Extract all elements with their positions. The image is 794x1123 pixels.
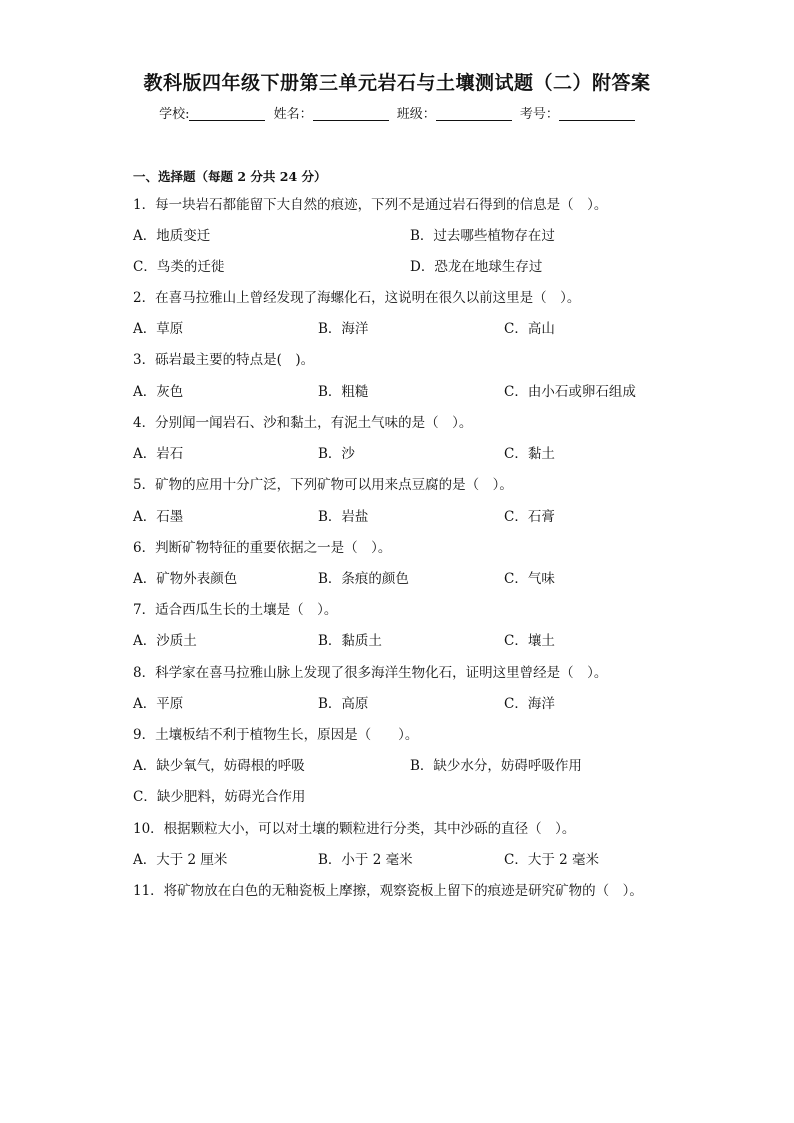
- q4-option-c: C．黏土: [504, 446, 555, 462]
- q5-option-a: A．石墨: [133, 509, 184, 525]
- number-field: [520, 103, 635, 122]
- q6-option-c: C．气味: [504, 571, 555, 587]
- q10-option-c: C．大于 2 毫米: [504, 852, 600, 868]
- q1-option-c: C．鸟类的迁徙: [133, 259, 225, 275]
- school-field: [159, 103, 265, 122]
- q10-option-b: B．小于 2 毫米: [318, 852, 413, 868]
- question-9: 9．土壤板结不利于植物生长，原因是（ ）。: [133, 727, 419, 743]
- question-5: 5．矿物的应用十分广泛，下列矿物可以用来点豆腐的是（ ）。: [133, 477, 513, 493]
- question-11: 11．将矿物放在白色的无釉瓷板上摩擦，观察瓷板上留下的痕迹是研究矿物的（ ）。: [133, 883, 643, 899]
- school-label: 学校:: [159, 107, 190, 122]
- q1-option-a: A．地质变迁: [133, 228, 211, 244]
- q6-option-b: B．条痕的颜色: [318, 571, 409, 587]
- question-10: 10．根据颗粒大小，可以对土壤的颗粒进行分类，其中沙砾的直径（ ）。: [133, 821, 576, 837]
- question-4: 4．分别闻一闻岩石、沙和黏土，有泥土气味的是（ ）。: [133, 415, 473, 431]
- q9-option-a: A．缺少氧气，妨碍根的呼吸: [133, 758, 305, 774]
- q7-option-a: A．沙质土: [133, 633, 197, 649]
- question-2: 2．在喜马拉雅山上曾经发现了海螺化石，这说明在很久以前这里是（ ）。: [133, 290, 581, 306]
- q5-option-c: C．石膏: [504, 509, 555, 525]
- q8-option-b: B．高原: [318, 696, 369, 712]
- name-field: [274, 103, 389, 122]
- question-1: 1．每一块岩石都能留下大自然的痕迹，下列不是通过岩石得到的信息是（ ）。: [133, 197, 608, 213]
- question-3: 3．砾岩最主要的特点是( )。: [133, 352, 315, 368]
- question-8: 8．科学家在喜马拉雅山脉上发现了很多海洋生物化石，证明这里曾经是（ ）。: [133, 665, 608, 681]
- number-label: 考号：: [519, 107, 559, 122]
- name-blank[interactable]: [313, 106, 389, 121]
- q8-option-a: A．平原: [133, 696, 184, 712]
- section-heading: 一、选择题（每题 2 分共 24 分）: [133, 169, 327, 184]
- q4-option-a: A．岩石: [133, 446, 184, 462]
- q5-option-b: B．岩盐: [318, 509, 369, 525]
- question-7: 7．适合西瓜生长的土壤是（ ）。: [133, 602, 338, 618]
- student-info-line: [0, 103, 794, 122]
- page-title: 教科版四年级下册第三单元岩石与土壤测试题（二）附答案: [143, 72, 651, 94]
- q10-option-a: A．大于 2 厘米: [133, 852, 228, 868]
- q1-option-d: D．恐龙在地球生存过: [410, 259, 543, 275]
- q9-option-c: C．缺少肥料，妨碍光合作用: [133, 789, 306, 805]
- q7-option-b: B．黏质土: [318, 633, 382, 649]
- q8-option-c: C．海洋: [504, 696, 555, 712]
- q2-option-a: A．草原: [133, 321, 184, 337]
- q1-option-b: B．过去哪些植物存在过: [410, 228, 555, 244]
- q6-option-a: A．矿物外表颜色: [133, 571, 238, 587]
- number-blank[interactable]: [559, 106, 635, 121]
- q4-option-b: B．沙: [318, 446, 355, 462]
- school-blank[interactable]: [189, 106, 265, 121]
- question-6: 6．判断矿物特征的重要依据之一是（ ）。: [133, 540, 392, 556]
- q7-option-c: C．壤土: [504, 633, 555, 649]
- q9-option-b: B．缺少水分，妨碍呼吸作用: [410, 758, 582, 774]
- q3-option-a: A．灰色: [133, 384, 184, 400]
- q3-option-b: B．粗糙: [318, 384, 369, 400]
- q2-option-b: B．海洋: [318, 321, 369, 337]
- q2-option-c: C．高山: [504, 321, 555, 337]
- class-blank[interactable]: [436, 106, 512, 121]
- q3-option-c: C．由小石或卵石组成: [504, 384, 636, 400]
- name-label: 姓名：: [273, 107, 313, 122]
- class-field: [397, 103, 512, 122]
- class-label: 班级：: [396, 107, 436, 122]
